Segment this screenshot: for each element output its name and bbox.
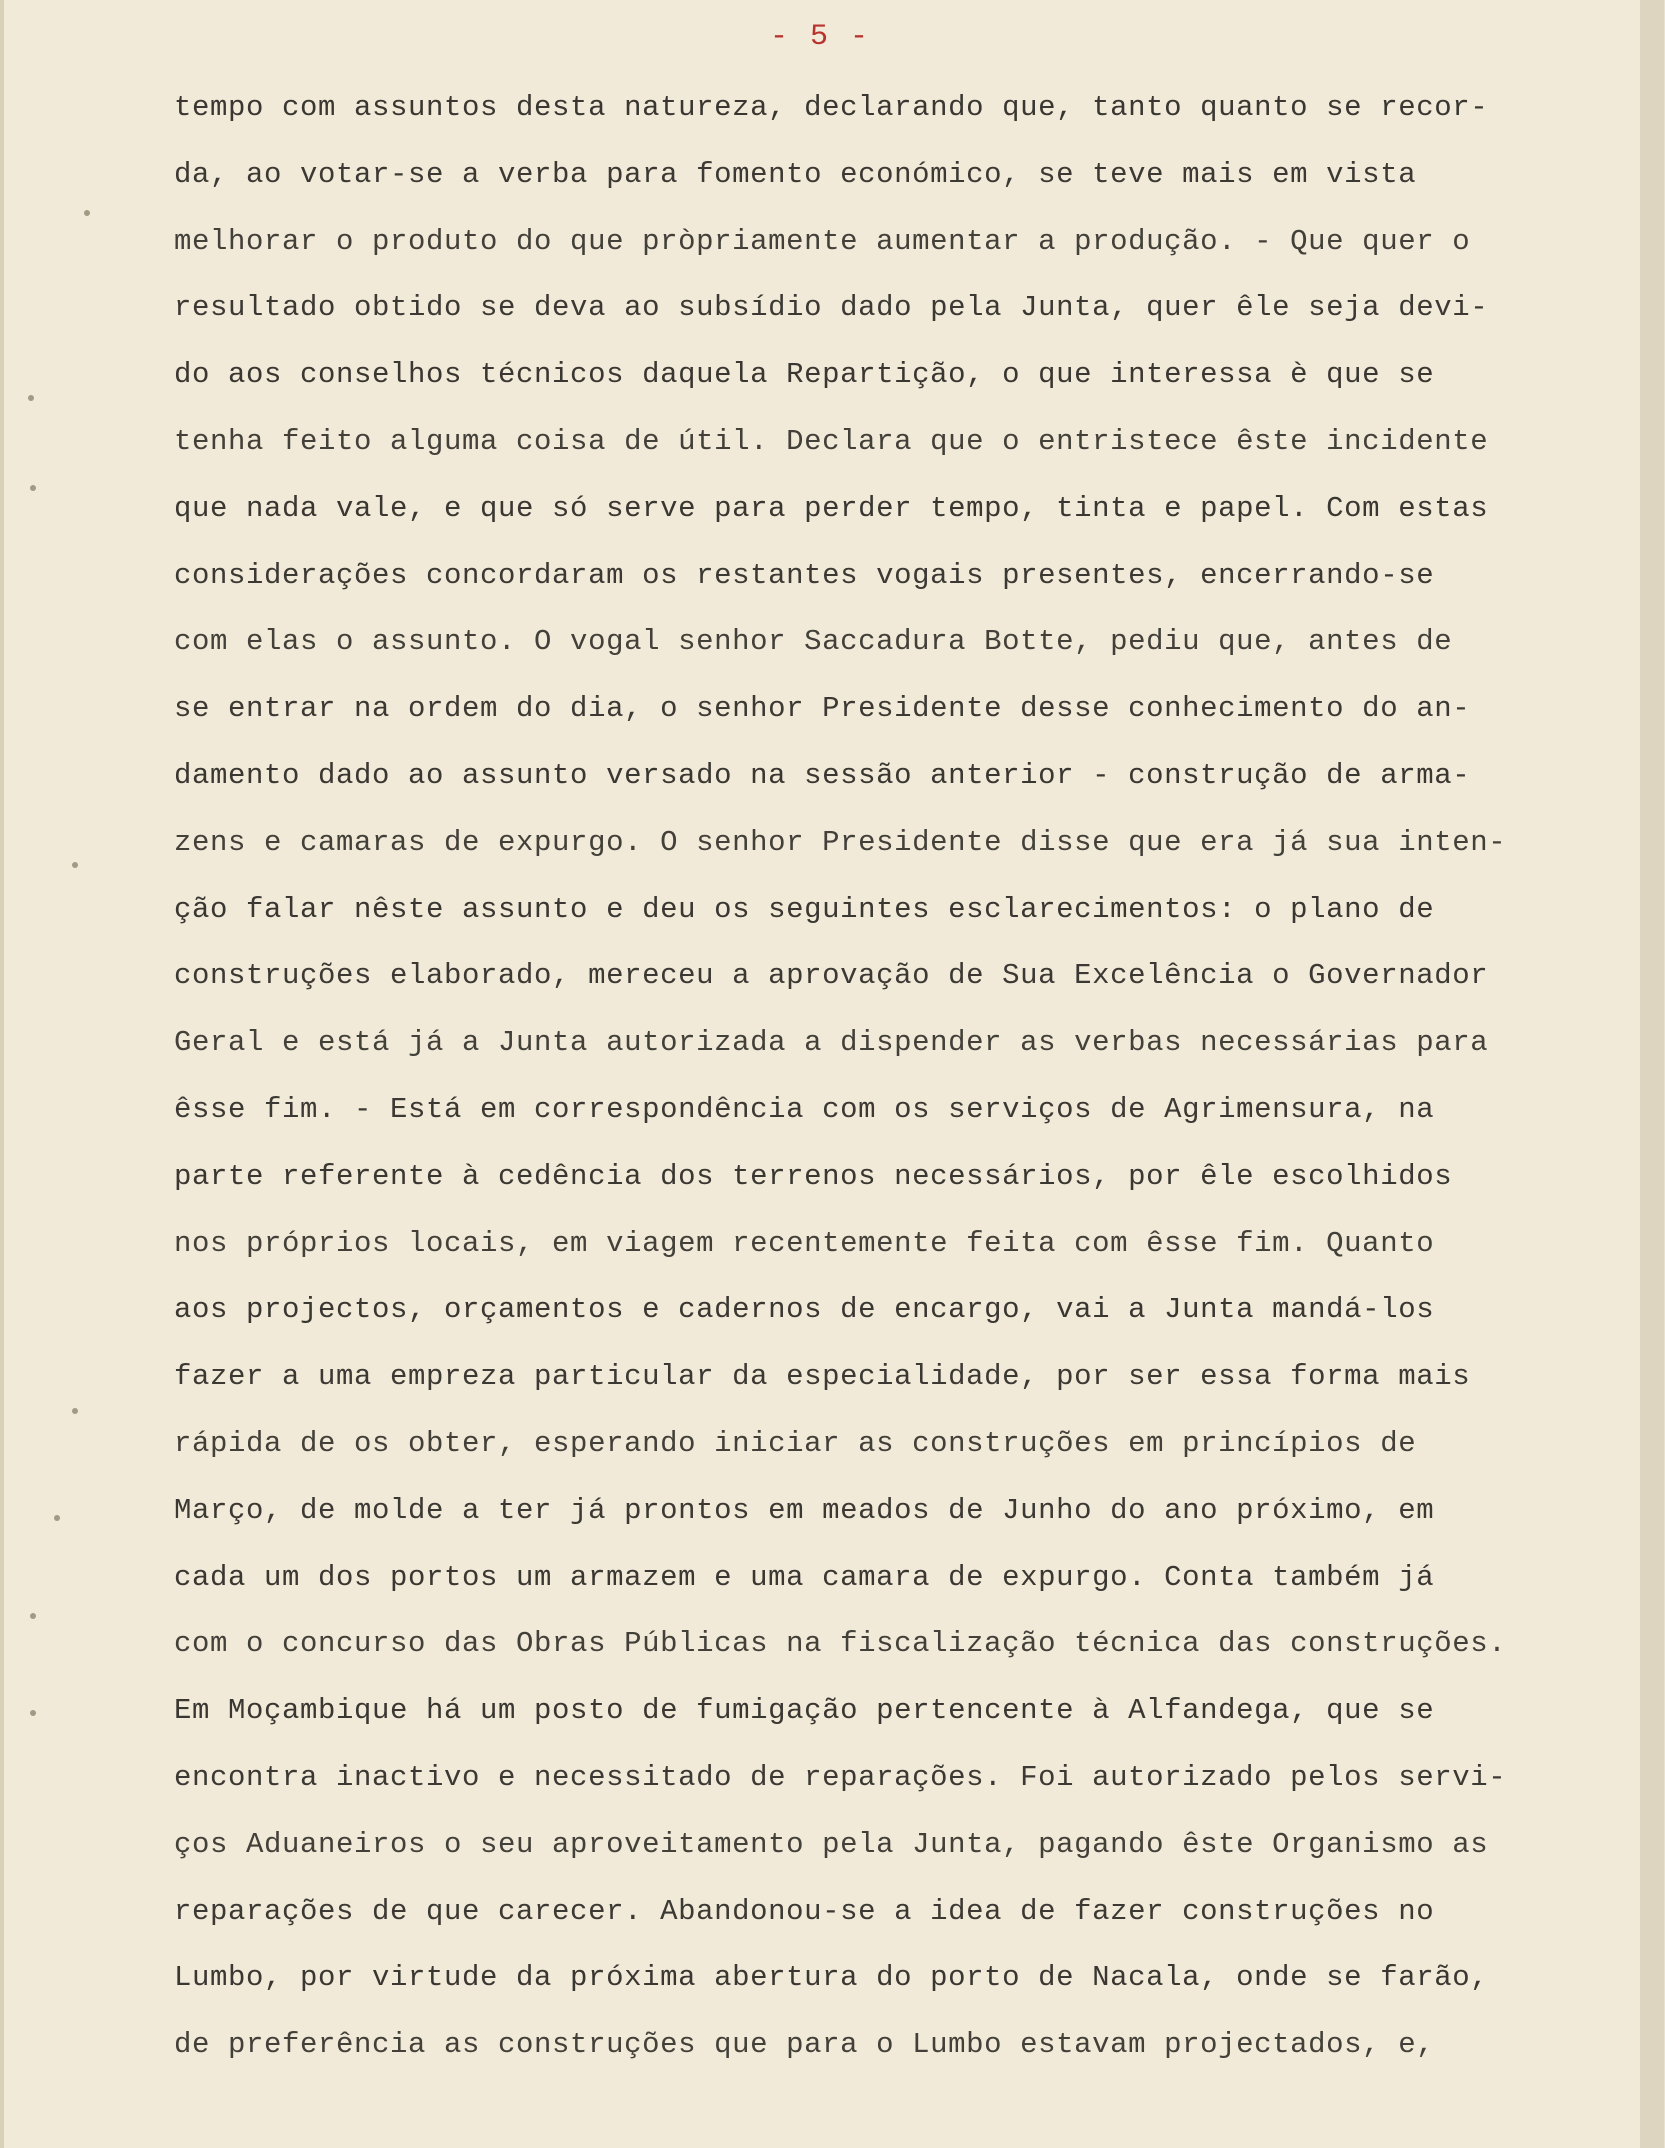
margin-speck [54, 1515, 60, 1521]
text-line: êsse fim. - Está em correspondência com os serviços de Agrimensura, na [174, 1092, 1435, 1126]
text-line: Em Moçambique há um posto de fumigação pertencente à Alfandega, que se [174, 1694, 1435, 1728]
text-line: construções elaborado, mereceu a aprovação de Sua Excelência o Governador [174, 959, 1489, 993]
text-line: aos projectos, orçamentos e cadernos de encargo, vai a Junta mandá-los [174, 1293, 1435, 1327]
text-line: tempo com assuntos desta natureza, declarando que, tanto quanto se recor- [174, 91, 1489, 124]
typed-body-text [174, 88, 1506, 2092]
text-line: damento dado ao assunto versado na sessão anterior - construção de arma- [174, 758, 1471, 792]
text-line: nos próprios locais, em viagem recentemente feita com êsse fim. Quanto [174, 1226, 1435, 1260]
text-line: reparações de que carecer. Abandonou-se a idea de fazer construções no [174, 1894, 1435, 1928]
text-line: Lumbo, por virtude da próxima abertura do porto de Nacala, onde se farão, [174, 1961, 1489, 1995]
margin-speck [28, 395, 34, 401]
text-line: com elas o assunto. O vogal senhor Saccadura Botte, pediu que, antes de [174, 625, 1453, 659]
margin-speck [72, 1408, 78, 1414]
text-line: considerações concordaram os restantes vogais presentes, encerrando-se [174, 558, 1435, 592]
text-line: cada um dos portos um armazem e uma camara de expurgo. Conta também já [174, 1560, 1435, 1594]
margin-speck [84, 210, 90, 216]
text-line: de preferência as construções que para o Lumbo estavam projectados, e, [174, 2028, 1435, 2062]
margin-speck [30, 485, 36, 491]
text-line: ços Aduaneiros o seu aproveitamento pela Junta, pagando êste Organismo as [174, 1827, 1489, 1861]
page-number: - 5 - [769, 20, 870, 54]
page-left-edge [0, 0, 4, 2148]
margin-speck [30, 1613, 36, 1619]
text-line: ção falar nêste assunto e deu os seguintes esclarecimentos: o plano de [174, 892, 1435, 926]
text-line: encontra inactivo e necessitado de reparações. Foi autorizado pelos servi- [174, 1760, 1507, 1794]
text-line: Março, de molde a ter já prontos em meados de Junho do ano próximo, em [174, 1493, 1435, 1527]
text-line: fazer a uma empreza particular da especialidade, por ser essa forma mais [174, 1360, 1471, 1394]
text-line: parte referente à cedência dos terrenos necessários, por êle escolhidos [174, 1159, 1453, 1193]
margin-speck [72, 862, 78, 868]
margin-speck [30, 1710, 36, 1716]
text-line: do aos conselhos técnicos daquela Repartição, o que interessa è que se [174, 358, 1435, 392]
text-line: da, ao votar-se a verba para fomento económico, se teve mais em vista [174, 157, 1417, 191]
text-line: zens e camaras de expurgo. O senhor Presidente disse que era já sua inten- [174, 825, 1507, 859]
text-line: rápida de os obter, esperando iniciar as construções em princípios de [174, 1426, 1417, 1460]
text-line: com o concurso das Obras Públicas na fiscalização técnica das construções. [174, 1627, 1507, 1661]
text-line: resultado obtido se deva ao subsídio dado pela Junta, quer êle seja devi- [174, 291, 1489, 325]
text-line: que nada vale, e que só serve para perder tempo, tinta e papel. Com estas [174, 491, 1489, 525]
text-line: tenha feito alguma coisa de útil. Declara que o entristece êste incidente [174, 424, 1489, 458]
text-line: se entrar na ordem do dia, o senhor Presidente desse conhecimento do an- [174, 692, 1471, 726]
text-line: melhorar o produto do que pròpriamente aumentar a produção. - Que quer o [174, 224, 1471, 258]
text-line: Geral e está já a Junta autorizada a dispender as verbas necessárias para [174, 1026, 1489, 1060]
